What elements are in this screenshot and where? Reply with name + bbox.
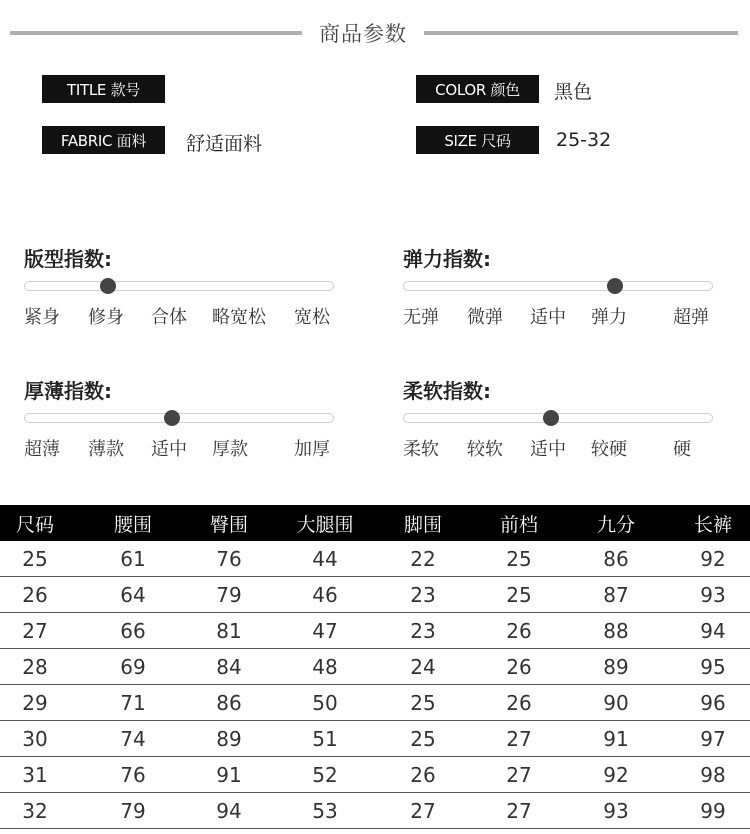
table-cell: 94 (216, 799, 242, 823)
table-cell: 51 (312, 727, 338, 751)
table-row (0, 793, 750, 829)
table-cell: 23 (410, 583, 436, 607)
table-header-row (0, 505, 750, 541)
table-cell: 24 (410, 655, 436, 679)
table-cell: 44 (312, 547, 338, 571)
table-cell: 25 (22, 547, 48, 571)
index-slider-track (24, 281, 334, 291)
index-option-label: 柔软 (403, 439, 439, 460)
table-header-cell: 腰围 (113, 513, 152, 536)
header-rule-left (10, 31, 302, 35)
table-cell: 92 (603, 763, 629, 787)
table-cell: 76 (120, 763, 146, 787)
table-cell: 81 (216, 619, 242, 643)
table-header-cell: 臀围 (209, 513, 248, 536)
table-cell: 87 (603, 583, 629, 607)
index-title: 弹力指数: (403, 247, 491, 271)
table-cell: 71 (120, 691, 146, 715)
table-cell: 31 (22, 763, 48, 787)
table-cell: 79 (216, 583, 242, 607)
table-cell: 66 (120, 619, 146, 643)
table-row (0, 685, 750, 721)
index-option-label: 加厚 (294, 439, 330, 460)
table-cell: 93 (603, 799, 629, 823)
table-cell: 89 (216, 727, 242, 751)
index-option-label: 较硬 (591, 439, 627, 460)
index-option-label: 较软 (467, 439, 503, 460)
table-cell: 94 (700, 619, 726, 643)
index-option-label: 微弹 (467, 307, 503, 328)
table-cell: 98 (700, 763, 726, 787)
table-cell: 27 (506, 763, 532, 787)
size-value: 25-32 (556, 129, 612, 151)
index-option-label: 硬 (673, 439, 691, 460)
table-header-cell: 脚围 (403, 513, 442, 536)
index-slider-track (403, 281, 713, 291)
table-cell: 84 (216, 655, 242, 679)
table-cell: 23 (410, 619, 436, 643)
table-header-cell: 大腿围 (296, 513, 354, 536)
table-cell: 46 (312, 583, 338, 607)
header-rule-right (424, 31, 738, 35)
table-cell: 93 (700, 583, 726, 607)
table-cell: 25 (410, 691, 436, 715)
table-cell: 29 (22, 691, 48, 715)
table-cell: 30 (22, 727, 48, 751)
color-value: 黑色 (554, 81, 593, 103)
index-slider-knob (607, 278, 623, 294)
table-header-cell: 尺码 (15, 513, 54, 536)
table-cell: 25 (506, 547, 532, 571)
table-cell: 25 (410, 727, 436, 751)
table-cell: 47 (312, 619, 338, 643)
table-cell: 91 (216, 763, 242, 787)
title-tag: TITLE 款号 (42, 75, 165, 103)
index-option-label: 合体 (151, 307, 187, 328)
table-header-cell: 九分 (596, 513, 635, 536)
table-cell: 28 (22, 655, 48, 679)
table-row (0, 577, 750, 613)
table-row-divider (0, 828, 750, 829)
table-cell: 27 (410, 799, 436, 823)
table-cell: 92 (700, 547, 726, 571)
index-option-label: 弹力 (591, 307, 627, 328)
index-slider-knob (543, 410, 559, 426)
table-cell: 95 (700, 655, 726, 679)
table-cell: 26 (506, 691, 532, 715)
table-cell: 91 (603, 727, 629, 751)
table-cell: 50 (312, 691, 338, 715)
table-cell: 53 (312, 799, 338, 823)
table-cell: 27 (506, 727, 532, 751)
table-cell: 99 (700, 799, 726, 823)
table-row (0, 721, 750, 757)
index-option-label: 修身 (88, 307, 124, 328)
index-option-label: 厚款 (212, 439, 248, 460)
table-cell: 26 (506, 655, 532, 679)
table-cell: 27 (22, 619, 48, 643)
table-row (0, 613, 750, 649)
index-option-label: 适中 (530, 307, 566, 328)
table-cell: 26 (410, 763, 436, 787)
table-cell: 64 (120, 583, 146, 607)
table-cell: 25 (506, 583, 532, 607)
size-tag: SIZE 尺码 (416, 126, 539, 154)
index-slider-knob (100, 278, 116, 294)
index-option-label: 适中 (530, 439, 566, 460)
table-cell: 32 (22, 799, 48, 823)
index-title: 柔软指数: (403, 379, 491, 403)
section-title: 商品参数 (319, 22, 407, 46)
table-cell: 86 (603, 547, 629, 571)
table-cell: 26 (22, 583, 48, 607)
table-cell: 26 (506, 619, 532, 643)
index-option-label: 适中 (151, 439, 187, 460)
color-tag: COLOR 颜色 (416, 75, 539, 103)
table-cell: 90 (603, 691, 629, 715)
table-cell: 69 (120, 655, 146, 679)
table-cell: 76 (216, 547, 242, 571)
index-option-label: 薄款 (88, 439, 124, 460)
index-slider-knob (164, 410, 180, 426)
table-cell: 52 (312, 763, 338, 787)
index-option-label: 宽松 (294, 307, 330, 328)
index-option-label: 紧身 (24, 307, 60, 328)
index-title: 版型指数: (24, 247, 112, 271)
index-option-label: 略宽松 (212, 307, 266, 328)
table-cell: 96 (700, 691, 726, 715)
table-cell: 89 (603, 655, 629, 679)
table-cell: 22 (410, 547, 436, 571)
table-row (0, 649, 750, 685)
table-cell: 88 (603, 619, 629, 643)
table-cell: 74 (120, 727, 146, 751)
table-header-cell: 前档 (499, 513, 538, 536)
index-option-label: 超弹 (673, 307, 709, 328)
table-cell: 61 (120, 547, 146, 571)
index-option-label: 超薄 (24, 439, 60, 460)
table-header-cell: 长裤 (693, 513, 732, 536)
table-cell: 86 (216, 691, 242, 715)
table-cell: 27 (506, 799, 532, 823)
index-title: 厚薄指数: (24, 379, 112, 403)
index-option-label: 无弹 (403, 307, 439, 328)
fabric-value: 舒适面料 (186, 133, 263, 155)
table-cell: 97 (700, 727, 726, 751)
fabric-tag: FABRIC 面料 (42, 126, 165, 154)
table-cell: 48 (312, 655, 338, 679)
table-row (0, 541, 750, 577)
table-cell: 79 (120, 799, 146, 823)
table-row (0, 757, 750, 793)
